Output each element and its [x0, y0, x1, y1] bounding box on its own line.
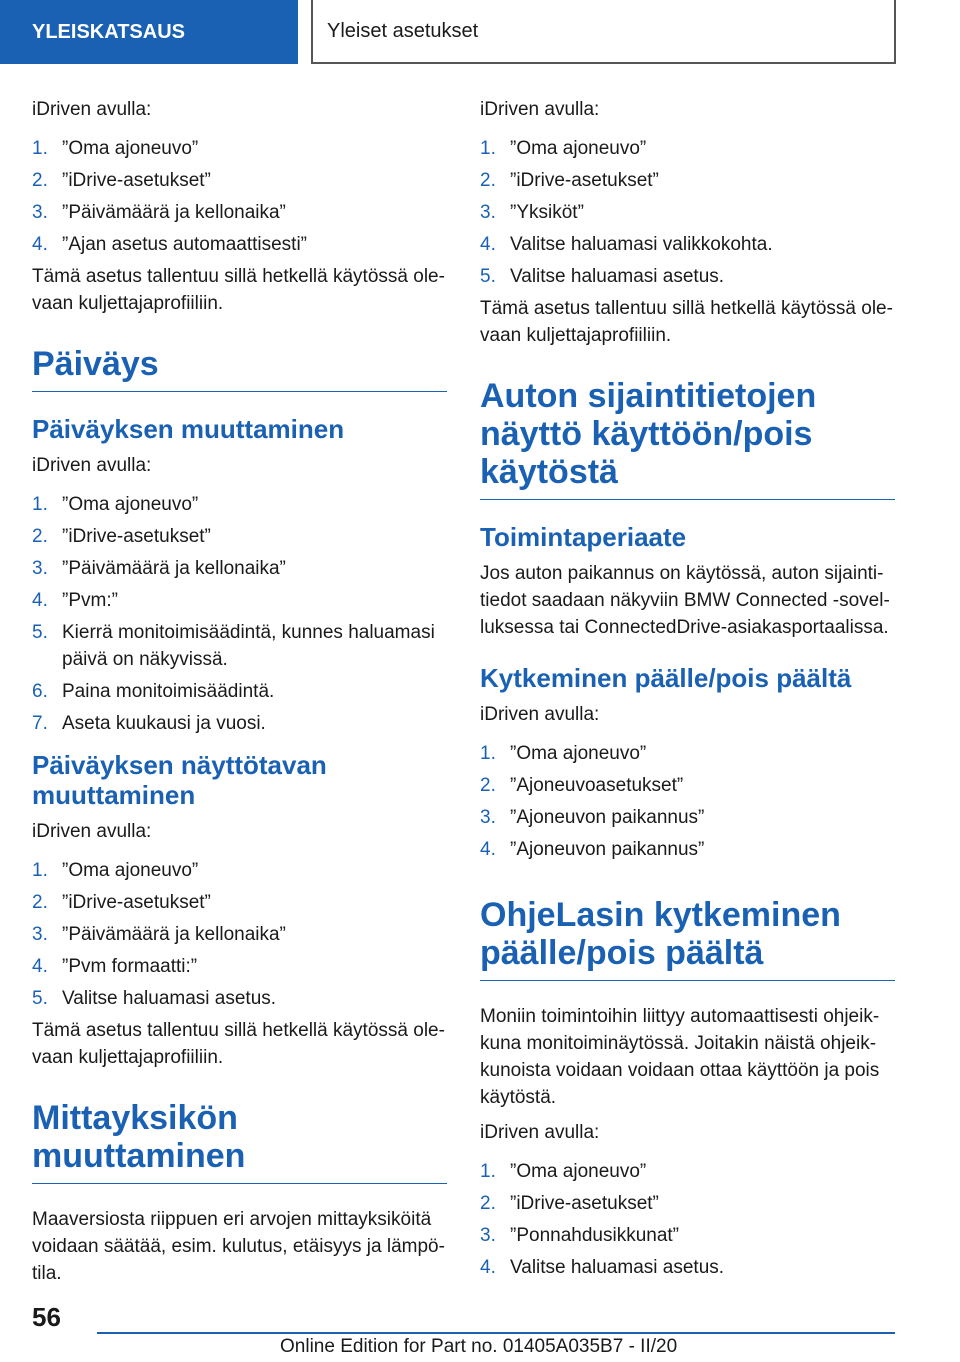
- list-item: [32, 710, 447, 737]
- list-item-text: Paina monitoimisäädintä.: [62, 681, 275, 702]
- list-number: 2.: [32, 170, 48, 191]
- list-number: 1.: [480, 743, 496, 764]
- heading-date: Päiväys: [32, 345, 447, 392]
- list-number: 5.: [480, 266, 496, 287]
- list-item-text: ”Ajan asetus automaattisesti”: [62, 234, 308, 255]
- heading-toggle: Kytkeminen päälle/pois päältä: [480, 663, 852, 693]
- list-item: [32, 889, 447, 916]
- list-number: 1.: [480, 138, 496, 159]
- note-text: Tämä asetus tallentuu sillä hetkellä käytössä olevaan kuljettajaprofiiliin.: [32, 266, 445, 314]
- intro-text: iDriven avulla:: [32, 821, 152, 842]
- list-item-text: Aseta kuukausi ja vuosi.: [62, 713, 266, 734]
- list-number: 3.: [32, 202, 48, 223]
- list-item: [32, 619, 447, 673]
- list-item: [480, 740, 895, 767]
- list-item: [480, 167, 895, 194]
- intro-text: iDriven avulla:: [480, 1122, 600, 1143]
- list-item-text: ”Pvm formaatti:”: [62, 956, 198, 977]
- list-item-text: ”iDrive-asetukset”: [62, 170, 211, 191]
- steps-list: [32, 491, 447, 737]
- section-tab[interactable]: YLEISKATSAUS: [0, 0, 298, 64]
- list-number: 6.: [32, 681, 48, 702]
- list-number: 4.: [32, 590, 48, 611]
- list-item: [32, 587, 447, 614]
- list-number: 3.: [32, 558, 48, 579]
- list-item: [480, 1222, 895, 1249]
- heading-principle: Toimintaperiaate: [480, 522, 687, 552]
- list-item: [480, 199, 895, 226]
- heading-units: Mittayksikön muuttaminen: [32, 1099, 447, 1184]
- principle-text: Jos auton paikannus on käytössä, auton sijaintitiedot saadaan näkyviin BMW Connected -sovelluksessa tai ConnectedDrive-asiakasportaalissa.: [480, 563, 890, 638]
- list-item: [32, 491, 447, 518]
- list-item: [32, 857, 447, 884]
- list-item-text: ”Ajoneuvon paikannus”: [510, 839, 705, 860]
- list-item-text: Valitse haluamasi valikkokohta.: [510, 234, 773, 255]
- list-number: 1.: [480, 1161, 496, 1182]
- steps-list: [480, 740, 895, 863]
- list-item: [480, 263, 895, 290]
- list-item-text: ”Pvm:”: [62, 590, 118, 611]
- list-item: [480, 804, 895, 831]
- list-item-text: ”Ajoneuvon paikannus”: [510, 807, 705, 828]
- list-number: 4.: [480, 234, 496, 255]
- list-item: [32, 678, 447, 705]
- list-number: 2.: [32, 892, 48, 913]
- list-item-text: ”Päivämäärä ja kellonaika”: [62, 202, 286, 223]
- list-number: 1.: [32, 138, 48, 159]
- footer-divider: [97, 1332, 895, 1334]
- intro-text: iDriven avulla:: [480, 99, 600, 120]
- list-item-text: Kierrä monitoimisäädintä, kunnes haluamasi päivä on näkyvissä.: [62, 622, 435, 670]
- list-item-text: ”Päivämäärä ja kellonaika”: [62, 924, 286, 945]
- note-text: Tämä asetus tallentuu sillä hetkellä käytössä olevaan kuljettajaprofiiliin.: [480, 298, 893, 346]
- list-number: 7.: [32, 713, 48, 734]
- list-item-text: ”Ajoneuvoasetukset”: [510, 775, 684, 796]
- list-number: 5.: [32, 622, 48, 643]
- list-item-text: Valitse haluamasi asetus.: [62, 988, 277, 1009]
- edition-text: Online Edition for Part no. 01405A035B7 - II/20: [280, 1336, 678, 1357]
- help-text: Moniin toimintoihin liittyy automaattisesti ohjeikkuna monitoiminäytössä. Joitakin näistä ohjeikkunoista voidaan voidaan ottaa käyttöön ja pois käytöstä.: [480, 1006, 880, 1108]
- list-item-text: ”Oma ajoneuvo”: [510, 1161, 647, 1182]
- list-item: [32, 985, 447, 1012]
- list-item: [32, 921, 447, 948]
- list-number: 4.: [32, 956, 48, 977]
- heading-location: Auton sijaintitietojen näyttö käyttöön/pois käytöstä: [480, 377, 895, 500]
- left-column: [32, 96, 447, 1287]
- list-item: [480, 1158, 895, 1185]
- list-item-text: ”iDrive-asetukset”: [510, 170, 659, 191]
- list-item: [32, 167, 447, 194]
- list-item: [480, 772, 895, 799]
- list-item: [32, 555, 447, 582]
- list-item-text: ”Päivämäärä ja kellonaika”: [62, 558, 286, 579]
- list-number: 3.: [480, 1225, 496, 1246]
- list-item: [480, 1190, 895, 1217]
- list-number: 3.: [480, 202, 496, 223]
- steps-list: [480, 135, 895, 290]
- list-number: 3.: [480, 807, 496, 828]
- chapter-tab[interactable]: Yleiset asetukset: [311, 0, 896, 64]
- list-item: [480, 135, 895, 162]
- page-number: 56: [32, 1302, 61, 1332]
- steps-list: [32, 135, 447, 258]
- list-number: 4.: [32, 234, 48, 255]
- list-item: [32, 231, 447, 258]
- list-item-text: ”Ponnahdusikkunat”: [510, 1225, 679, 1246]
- heading-help: OhjeLasin kytkeminen päälle/pois päältä: [480, 896, 895, 981]
- list-item: [480, 836, 895, 863]
- list-item-text: ”Oma ajoneuvo”: [510, 138, 647, 159]
- list-item: [32, 953, 447, 980]
- list-number: 1.: [32, 860, 48, 881]
- list-item-text: Valitse haluamasi asetus.: [510, 1257, 725, 1278]
- units-text: Maaversiosta riippuen eri arvojen mittayksiköitä voidaan säätää, esim. kulutus, etäisyys ja lämpötila.: [32, 1209, 445, 1284]
- list-number: 2.: [480, 775, 496, 796]
- heading-change-date: Päiväyksen muuttaminen: [32, 414, 345, 444]
- list-item-text: ”Oma ajoneuvo”: [62, 138, 199, 159]
- heading-change-format: Päiväyksen näyttötavan muuttaminen: [32, 750, 327, 810]
- list-item: [480, 231, 895, 258]
- intro-text: iDriven avulla:: [32, 455, 152, 476]
- list-item-text: ”Oma ajoneuvo”: [62, 860, 199, 881]
- right-column: [480, 96, 895, 1286]
- list-item-text: Valitse haluamasi asetus.: [510, 266, 725, 287]
- list-item: [480, 1254, 895, 1281]
- note-text: Tämä asetus tallentuu sillä hetkellä käytössä olevaan kuljettajaprofiiliin.: [32, 1020, 445, 1068]
- list-item-text: ”Oma ajoneuvo”: [62, 494, 199, 515]
- list-number: 2.: [480, 1193, 496, 1214]
- list-item: [32, 523, 447, 550]
- intro-text: iDriven avulla:: [480, 704, 600, 725]
- list-item-text: ”iDrive-asetukset”: [62, 892, 211, 913]
- list-number: 5.: [32, 988, 48, 1009]
- list-number: 2.: [480, 170, 496, 191]
- steps-list: [32, 857, 447, 1012]
- list-number: 3.: [32, 924, 48, 945]
- list-number: 1.: [32, 494, 48, 515]
- list-number: 4.: [480, 1257, 496, 1278]
- list-number: 4.: [480, 839, 496, 860]
- list-item: [32, 199, 447, 226]
- list-number: 2.: [32, 526, 48, 547]
- list-item-text: ”Oma ajoneuvo”: [510, 743, 647, 764]
- list-item-text: ”iDrive-asetukset”: [510, 1193, 659, 1214]
- list-item-text: ”Yksiköt”: [510, 202, 584, 223]
- list-item-text: ”iDrive-asetukset”: [62, 526, 211, 547]
- intro-text: iDriven avulla:: [32, 99, 152, 120]
- list-item: [32, 135, 447, 162]
- steps-list: [480, 1158, 895, 1281]
